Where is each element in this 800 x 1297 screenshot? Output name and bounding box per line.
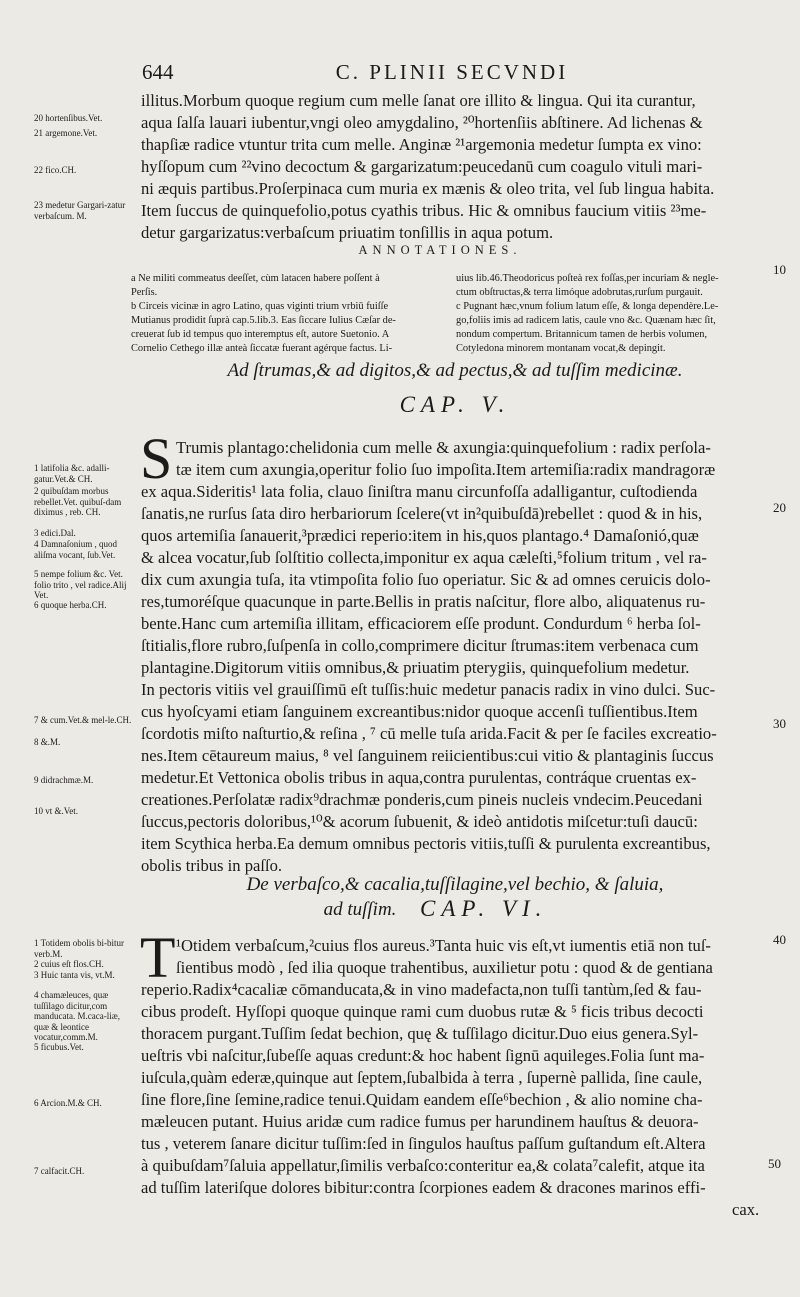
text-line: ¹Otidem verbaſcum,²cuius flos aureus.³Tanta huic vis eſt,vt iumentis etiā non tuſ-	[176, 936, 711, 955]
margin-note: 1 Totidem obolis bi-bitur verb.M.	[34, 938, 124, 959]
text-line: detur gargarizatus:verbaſcum priuatim tonſillis in aqua potum.	[141, 223, 554, 242]
chapter-6-title-line2: ad tuſſim.	[323, 899, 397, 920]
text-line: nes.Item cētaureum maius, ⁸ vel ſanguinem reiicientibus:cui vitio & plantaginis ſuccus	[141, 746, 714, 765]
margin-note: 21 argemone.Vet.	[34, 128, 98, 138]
margin-note: 7 & cum.Vet.& mel-le.CH.	[34, 715, 132, 725]
running-title: C. PLINII SECVNDI	[335, 60, 569, 84]
text-line: dix cum axungia tuſa, ita vtimpoſita folio ſuo operiatur. Sic & ad omnes ceruicis dolo-	[141, 570, 711, 589]
text-line: item Scythica herba.Ea demum omnibus pectoris vitiis,tuſſi & purulenta excreantibus,	[141, 834, 711, 853]
text-line: tæ item cum axungia,operitur folio ſuo impoſita.Item artemiſia:radix mandragoræ	[176, 460, 716, 479]
margin-note: 7 calfacit.CH.	[34, 1166, 85, 1176]
margin-note: 20 hortenſibus.Vet.	[34, 113, 103, 123]
annotation-line: Mutianus prodidit ſuprà cap.5.lib.3. Eas ſiccare Iulius Cæſar de-	[131, 315, 396, 326]
annotation-line: Cotyledona minorem montanam vocat,& depingit.	[456, 343, 666, 354]
annotation-line: go,foliis imis ad radicem latis, caule vno &c. Quænam hæc ſit,	[456, 315, 716, 326]
text-line: obolis tribus in paſſo.	[141, 856, 283, 875]
margin-note: 10 vt &.Vet.	[34, 806, 78, 816]
text-line: ſanatis,ne rurſus ſata diro herbariorum ſcelere(vt in²quibuſdā)rebellet : quod & in his,	[141, 504, 703, 523]
margin-note: 3 Huic tanta vis, vt.M.	[34, 970, 115, 980]
margin-note: 2 quibuſdam morbus rebellet.Vet. quibuſ-dam diximus , reb. CH.	[34, 486, 122, 517]
chapter-6-title: De verbaſco,& cacalia,tuſſilagine,vel bechio, & ſaluia,	[246, 874, 664, 895]
line-number: 20	[773, 500, 786, 515]
chapter-6-number: CAP. VI.	[420, 896, 548, 921]
line-number: 10	[773, 262, 786, 277]
text-line: thapſiæ radice vtuntur trita cum melle. Anginæ ²¹argemonia medetur ſumpta ex vino:	[141, 135, 702, 154]
margin-note: 6 Arcion.M.& CH.	[34, 1098, 102, 1108]
text-line: ſcordotis miſto naſturtio,& reſina , ⁷ cū melle tuſa arida.Facit & per ſe faciles excreatio-	[141, 724, 717, 743]
text-line: illitus.Morbum quoque regium cum melle ſanat ore illito & lingua. Qui ita curantur,	[141, 91, 696, 110]
text-line: Item ſuccus de quinquefolio,potus cyathis tribus. Hic & omnibus faucium vitiis ²³me-	[141, 201, 707, 220]
text-line: ſine flore,ſine ſemine,radice tenui.Quidam eandem eſſe⁶bechion , & alio nomine cha-	[141, 1090, 703, 1109]
margin-note: 9 didrachmæ.M.	[34, 775, 94, 785]
annotation-line: Perſis.	[131, 287, 158, 298]
dropcap: S	[140, 426, 173, 491]
text-line: ſientibus modò , ſed ilia quoque trahentibus, auxilietur potu : quod & de gentiana	[176, 958, 713, 977]
text-line: res,tumoréſque quacunque in parte.Bellis in pratis naſcitur, flore albo, aliquatenus ru-	[141, 592, 706, 611]
text-line: tus , veterem ſanare dicitur tuſſim:ſed in ſingulos hauſtus paſſum guſtandum eſt.Altera	[141, 1134, 706, 1153]
text-line: quos artemiſia ſanauerit,³prædici reperio:item in his,quos plantago.⁴ Damaſonió,quæ	[141, 526, 699, 545]
margin-note: 6 quoque herba.CH.	[34, 600, 107, 610]
annotation-line: b Circeis vicinæ in agro Latino, quas viginti trium vrbiū fuiſſe	[131, 301, 389, 312]
annotation-line: uius lib.46.Theodoricus poſteà rex foſſas,per incuriam & negle-	[456, 273, 719, 284]
text-line: ſuccus,pectoris doloribus,¹⁰& acorum ſubuenit, & ideò antidotis miſcetur:tuſi daucū:	[141, 812, 698, 831]
chapter-5-number: CAP. V.	[399, 392, 511, 417]
text-line: Trumis plantago:chelidonia cum melle & axungia:quinquefolium : radix perſola-	[176, 438, 711, 457]
text-line: plantagine.Digitorum vitiis omnibus,& priuatim pterygiis, quinquefolium medetur.	[141, 658, 690, 677]
text-line: cibus prodeſt. Hyſſopi quoque quinque rami cum duobus rutæ & ⁵ ficis tribus decocti	[141, 1002, 704, 1021]
margin-note: 5 ficubus.Vet.	[34, 1042, 84, 1052]
text-line: ni æquis partibus.Proſerpinaca cum muria ex mænis & oleo trita, vel ſub lingua habita.	[141, 179, 715, 198]
margin-note: 1 latifolia &c. adalli-gatur.Vet.& CH.	[34, 463, 110, 484]
text-line: thoracem purgant.Tuſſim ſedat bechion, quę & tuſſilago dicitur.Duo eius genera.Syl-	[141, 1024, 699, 1043]
text-line: ſtitialis,flore rubro,ſuſpenſa in collo,comprimere dicitur ſtrumas:item verbenaca cum	[141, 636, 699, 655]
annotations-left-column	[131, 272, 449, 356]
margin-note: 8 &.M.	[34, 737, 61, 747]
margin-note: 5 nempe folium &c. Vet. folio trito , vel radice.Alij Vet.	[34, 569, 127, 600]
text-line: ueſtris vbi naſcitur,ſubeſſe aquas credunt:& hoc habent ſignū aquileges.Folia ſunt ma-	[141, 1046, 705, 1065]
text-line: creationes.Perſolatæ radix⁹drachmæ ponderis,cum pineis nucleis vndecim.Peucedani	[141, 790, 703, 809]
margin-note: 3 edici.Dal.	[34, 528, 76, 538]
margin-note: 2 cuius eſt flos.CH.	[34, 959, 104, 969]
line-number: 30	[773, 716, 786, 731]
dropcap: T	[140, 925, 176, 990]
text-line: In pectoris vitiis vel grauiſſimū eſt tuſſis:huic medetur panacis radix in vino dulci. Suc-	[141, 680, 716, 699]
text-line: & alcea vocatur,ſub ſolſtitio collecta,imponitur ex aqua cæleſti,⁵folium tritum , vel ra-	[141, 548, 707, 567]
margin-note: 4 Damnaſonium , quod aliſma vocant, ſub.Vet.	[34, 539, 117, 560]
text-line: iuſcula,quàm ederæ,quinque aut ſeptem,ſubalbida à terra , ſupernè pallida, ſine caule,	[141, 1068, 703, 1087]
annotation-line: nondum compertum. Britannicum tamen de herbis volumen,	[456, 329, 708, 340]
text-line: ex aqua.Sideritis¹ lata folia, clauo ſiniſtra manu circunfoſſa adalligantur, cuſtodienda	[141, 482, 698, 501]
margin-note: 22 fico.CH.	[34, 165, 77, 175]
page-number: 644	[142, 60, 174, 84]
text-line: medetur.Et Vettonica obolis tribus in aqua,contra purulentas, contráque cruentas ex-	[141, 768, 697, 787]
annotations-right-column	[456, 272, 766, 356]
line-number: 40	[773, 932, 786, 947]
chapter-5-title: Ad ſtrumas,& ad digitos,& ad pectus,& ad tuſſim medicinæ.	[227, 360, 683, 381]
text-line: ad tuſſim lateriſque dolores bibitur:contra ſcorpiones eadem & dracones marinos effi-	[141, 1178, 706, 1197]
annotation-line: c Pugnant hæc,vnum folium latum eſſe, & longa dependère.Le-	[456, 301, 719, 312]
line-number: 50	[768, 1156, 781, 1171]
text-line: reperio.Radix⁴cacaliæ cōmanducata,& in vino madefacta,non tuſſi tantùm,ſed & fau-	[141, 980, 702, 999]
text-line: hyſſopum cum ²²vino decoctum & gargarizatum:peucedanū cum coagulo vituli mari-	[141, 157, 703, 176]
margin-note: 23 medetur Gargari-zatur verbaſcum. M.	[34, 200, 126, 221]
margin-note: 4 chamæleuces, quæ tuſſilago dicitur,com manducata. M.caca-liæ, quæ & leontice vocatur,comm.M.	[34, 990, 120, 1042]
text-line: à quibuſdam⁷ſaluia appellatur,ſimilis verbaſco:conteritur ea,& colata⁷calefit, atque ita	[141, 1156, 705, 1175]
text-line: cus hyoſcyami etiam ſanguinem excreantibus:nidor quoque accenſi tuſſientibus.Item	[141, 702, 698, 721]
running-head	[142, 60, 762, 88]
annotation-line: Cornelio Cethego illæ anteà ſiccatæ fuerant agérque factus. Li-	[131, 343, 393, 354]
annotations-heading: ANNOTATIONES.	[358, 243, 522, 257]
text-line: bente.Hanc cum artemiſia illitam, efficaciorem eſſe produnt. Condurdum ⁶ herba ſol-	[141, 614, 701, 633]
catchword: cax.	[732, 1200, 760, 1219]
annotation-line: a Ne militi commeatus deeſſet, cùm latacen habere poſſent à	[131, 273, 380, 284]
text-line: mæleucen putant. Huius aridæ cum radice fumus per harundinem hauſtus & deuora-	[141, 1112, 699, 1131]
text-line: aqua ſalſa lauari iubentur,vngi oleo amygdalino, ²⁰hortenſiis abſtinere. Ad lichenas &	[141, 113, 703, 132]
annotation-line: ctum obſtructas,& terra limóque adobrutas,rurſum purgauit.	[456, 287, 703, 298]
annotation-line: creuerat ſub id tempus quo interemptus eſt, autore Suetonio. A	[131, 329, 390, 340]
